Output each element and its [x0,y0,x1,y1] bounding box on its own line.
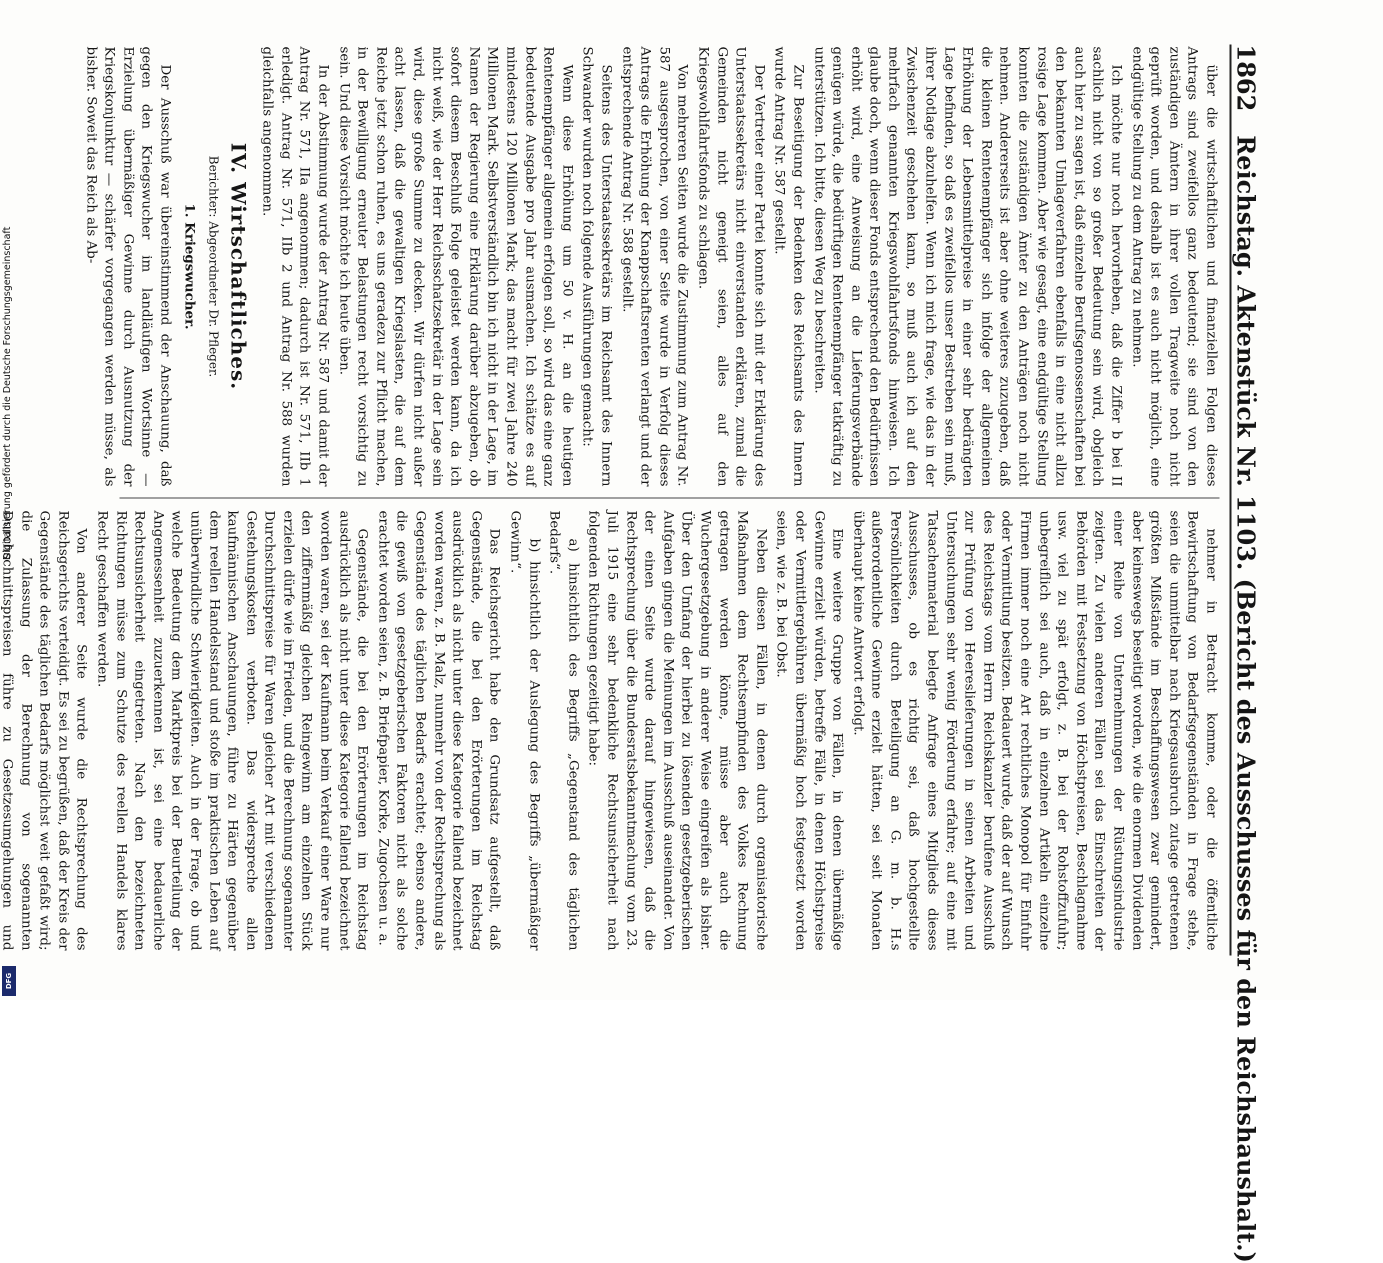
paragraph: Seitens des Unterstaatssekretärs im Reichsamt des Innern Schwander wurden noch folgende Ausführungen gemacht: [579,46,614,487]
list-item: b) hinsichtlich der Auslegung des Begriffs „übermäßiger Gewinn“. [507,510,542,951]
paragraph: Neben diesen Fällen, in denen durch organisatorische Maßnahmen dem Rechtsempfinden des Volkes Rechnung getragen werden könne, müsse aber auch die Wuchergesetzgebung in anderer Weise eingreifen als bisher. Über den Umfang der hierbei zu lösenden gesetzgeberischen Aufgaben gingen die Meinungen im Ausschuß auseinander. Von der einen Seite wurde darauf hingewiesen, daß die Rechtsprechung über die Bundesratsbekanntmachung vom 23. Juli 1915 eine sehr bedenkliche Rechtsunsicherheit nach folgenden Richtungen gezeitigt habe: [585,510,769,951]
column-divider [120,498,1220,499]
right-text-column [0,510,1220,951]
paragraph: Der Vertreter einer Partei konnte sich mit der Erklärung des Unterstaatssekretärs nicht einverstanden erklären, zumal die Gemeinden nicht geneigt seien, alles auf den Kriegswohlfahrtsfonds zu schlagen. [695,46,767,487]
paragraph: Das Reichsgericht habe den Grundsatz aufgestellt, daß Gegenstände, die bei den Erörterungen im Reichstag ausdrücklich als nicht unter diese Kategorie fallend bezeichnet worden waren, z. B. Malz, nunmehr von der Rechtsprechung als Gegenstände des täglichen Bedarfs erachtet; ebenso andere, die gewiß von gesetzgeberischen Faktoren nicht als solche erachtet worden seien, z. B. Briefpapier, Korke, Zugochsen u. a. [375,510,502,951]
reporter-line: Berichter: Abgeordneter Dr. Pfleger. [206,155,221,378]
section-heading: IV. Wirtschaftliches. [226,142,251,391]
subsection-heading: 1. Kriegswucher. [181,203,198,330]
paragraph: über die wirtschaftlichen und finanziellen Folgen dieses Antrags sind zweifellos ganz bedeutend; sie sind von den zuständigen Ämtern in ihrer vollen Tragweite noch nicht geprüft worden, und deshalb ist es auch nicht möglich, eine endgültige Stellung zu dem Antrag zu nehmen. [1129,46,1219,487]
paragraph: In der Abstimmung wurde der Antrag Nr. 587 und damit der Antrag Nr. 571, IIa angenommen; dadurch ist Nr. 571, IIb 1 erledigt. Antrag Nr. 571, IIb 2 und Antrag Nr. 588 wurden gleichfalls angenommen. [259,46,331,487]
paragraph: Ich möchte nur noch hervorheben, daß die Ziffer b bei II sachlich nicht von so großer Bedeutung sein wird, obgleich auch hier zu sagen ist, daß einzelne Berufsgenossenschaften bei den bekannten Umlageverfahren ebenfalls in eine nicht allzu rosige Lage kommen. Aber wie gesagt, eine endgültige Stellung konnten die zuständigen Ämter zu den Anträgen noch nicht nehmen. Andererseits ist aber ohne weiteres zuzugeben, daß die kleinen Rentenempfänger sich infolge der allgemeinen Erhöhung der Lebensmittelpreise in einer sehr bedrängten Lage befinden, so daß es zweifellos unser Bestreben sein muß, ihrer Notlage abzuhelfen. Wenn ich mich frage, wie das in der Zwischenzeit geschehen kann, so muß auch ich auf den mehrfach genannten Kriegswohlfahrtsfonds hinweisen. Ich glaube doch, wenn dieser Fonds entsprechend den Bedürfnissen erhöht wird, eine Anweisung an die Lieferungsverbände genügen würde, die bedürftigen Rentenempfänger tatkräftig zu unterstützen. Ich bitte, diesen Weg zu beschreiten. [811,46,1124,487]
paragraph: Eine weitere Gruppe von Fällen, in denen übermäßige Gewinne erzielt würden, betreffe Fälle, in denen Höchstpreise oder Vermittlergebühren übermäßig hoch festgesetzt worden seien, wie z. B. bei Obst. [773,510,845,951]
digitization-credit: Digitalisierung gefördert durch die Deutsche Forschungsgemeinschaft [2,226,13,560]
dfg-logo [2,966,16,996]
running-title: Reichstag. Aktenstück Nr. 1103. (Bericht des Ausschusses für den Reichshaushalt.) [1231,135,1261,1263]
left-text-column [83,46,1220,487]
paragraph: nehmer in Betracht komme, oder die öffentliche Bewirtschaftung von Bedarfsgegenständen in Frage stehe, seien die unmittelbar nach Kriegsausbruch zutage getretenen größten Mißstände im Beschaffungswesen zwar gemindert, aber keineswegs beseitigt worden, wie die enormen Dividenden einer Reihe von Unternehmungen der Rüstungsindustrie zeigten. Zu vielen anderen Fällen sei das Einschreiten der Behörden mit Festsetzung von Höchstpreisen, Beschlagnahme usw. viel zu spät erfolgt, z. B. bei der Rohstoffzufuhr; unbegreiflich sei auch, daß in einzelnen Artikeln einzelne Firmen immer noch eine Art rechtliches Monopol für Einfuhr oder Vermittlung besitzen. Bedauert wurde, daß der auf Wunsch des Reichstags vom Herrn Reichskanzler berufene Ausschuß zur Prüfung von Heereslieferungen in seinen Arbeiten und Untersuchungen sehr wenig Förderung erfahre; auf eine mit Tatsachenmaterial belegte Anfrage eines Mitglieds dieses Ausschusses, ob es richtig sei, daß hochgestellte Persönlichkeiten durch Beteiligung an G. m. b. H.s außerordentliche Gewinne erzielt hätten, sei seit Monaten überhaupt keine Antwort erfolgt. [850,510,1219,951]
list-item: a) hinsichtlich des Begriffs „Gegenstand des täglichen Bedarfs“. [546,510,581,951]
running-header [1230,44,1272,1263]
paragraph: Von mehreren Seiten wurde die Zustimmung zum Antrag Nr. 587 ausgesprochen, von einer Seite wurde in Verfolg dieses Antrags die Erhöhung der Knappschaftsrenten verlangt und der entsprechende Antrag Nr. 588 gestellt. [619,46,690,487]
paragraph: Von anderer Seite wurde die Rechtsprechung des Reichsgerichts verteidigt. Es sei zu begrüßen, daß der Kreis der Gegenstände des täglichen Bedarfs möglichst weit gefaßt wird; die Zulassung der Berechnung von sogenannten Durchschnittspreisen führe zu Gesetzesumgehungen und [0,510,89,951]
paragraph: Wenn diese Erhöhung um 50 v. H. an die heutigen Rentenempfänger allgemein erfolgen soll, so wird das eine ganz bedeutende Ausgabe pro Jahr ausmachen. Ich schätze es auf mindestens 120 Millionen Mark; das macht für zwei Jahre 240 Millionen Mark. Selbstverständlich bin ich nicht in der Lage, im Namen der Regierung eine Erklärung darüber abzugeben, ob sofort diesem Beschluß Folge geleistet werden kann, da ich nicht weiß, wie der Herr Reichsschatzsekretär in der Lage sein wird, diese große Summe zu decken. Wir dürfen nicht außer acht lassen, daß die gewaltigen Kriegslasten, die auf dem Reiche jetzt schon ruhen, es uns geradezu zur Pflicht machen, in der Bewilligung erneuter Belastungen recht vorsichtig zu sein. Und diese Vorsicht möchte ich heute üben. [336,46,575,487]
paragraph: Gegenstände, die bei den Erörterungen im Reichstag ausdrücklich als nicht unter diese Kategorie fallend bezeichnet worden waren, sei der Kaufmann beim Verkauf einer Ware nur den ziffernmäßig gleichen Reingewinn am einzelnen Stück erzielen dürfe wie im Frieden, und die Berechnung sogenannter Durchschnittspreise für Waren gleicher Art mit verschiedenen Gestehungskosten verboten. Das widerspreche allen kaufmännischen Anschauungen, führe zu Härten gegenüber dem reellen Handelsstand und stoße im praktischen Leben auf unüberwindliche Schwierigkeiten. Auch in der Frage, ob und welche Bedeutung dem Marktpreis bei der Beurteilung der Angemessenheit zuzuerkennen ist, sei eine bedauerliche Rechtsunsicherheit eingetreten. Nach den bezeichneten Richtungen müsse zum Schutze des reellen Handels klares Recht geschaffen werden. [94,510,370,951]
logo-text: DFG [5,972,13,990]
paragraph: Der Ausschuß war übereinstimmend der Anschauung, daß gegen den Kriegswucher im landläufigen Wortsinne — Erzielung übermäßiger Gewinne durch Ausnutzung der Kriegskonjunktur — schärfer vorgegangen werden müsse, als bisher. Soweit das Reich als Ab- [83,46,173,487]
page-number: 1862 [1231,44,1261,112]
paragraph: Zur Beseitigung der Bedenken des Reichsamts des Innern wurde Antrag Nr. 587 gestellt. [771,46,806,487]
